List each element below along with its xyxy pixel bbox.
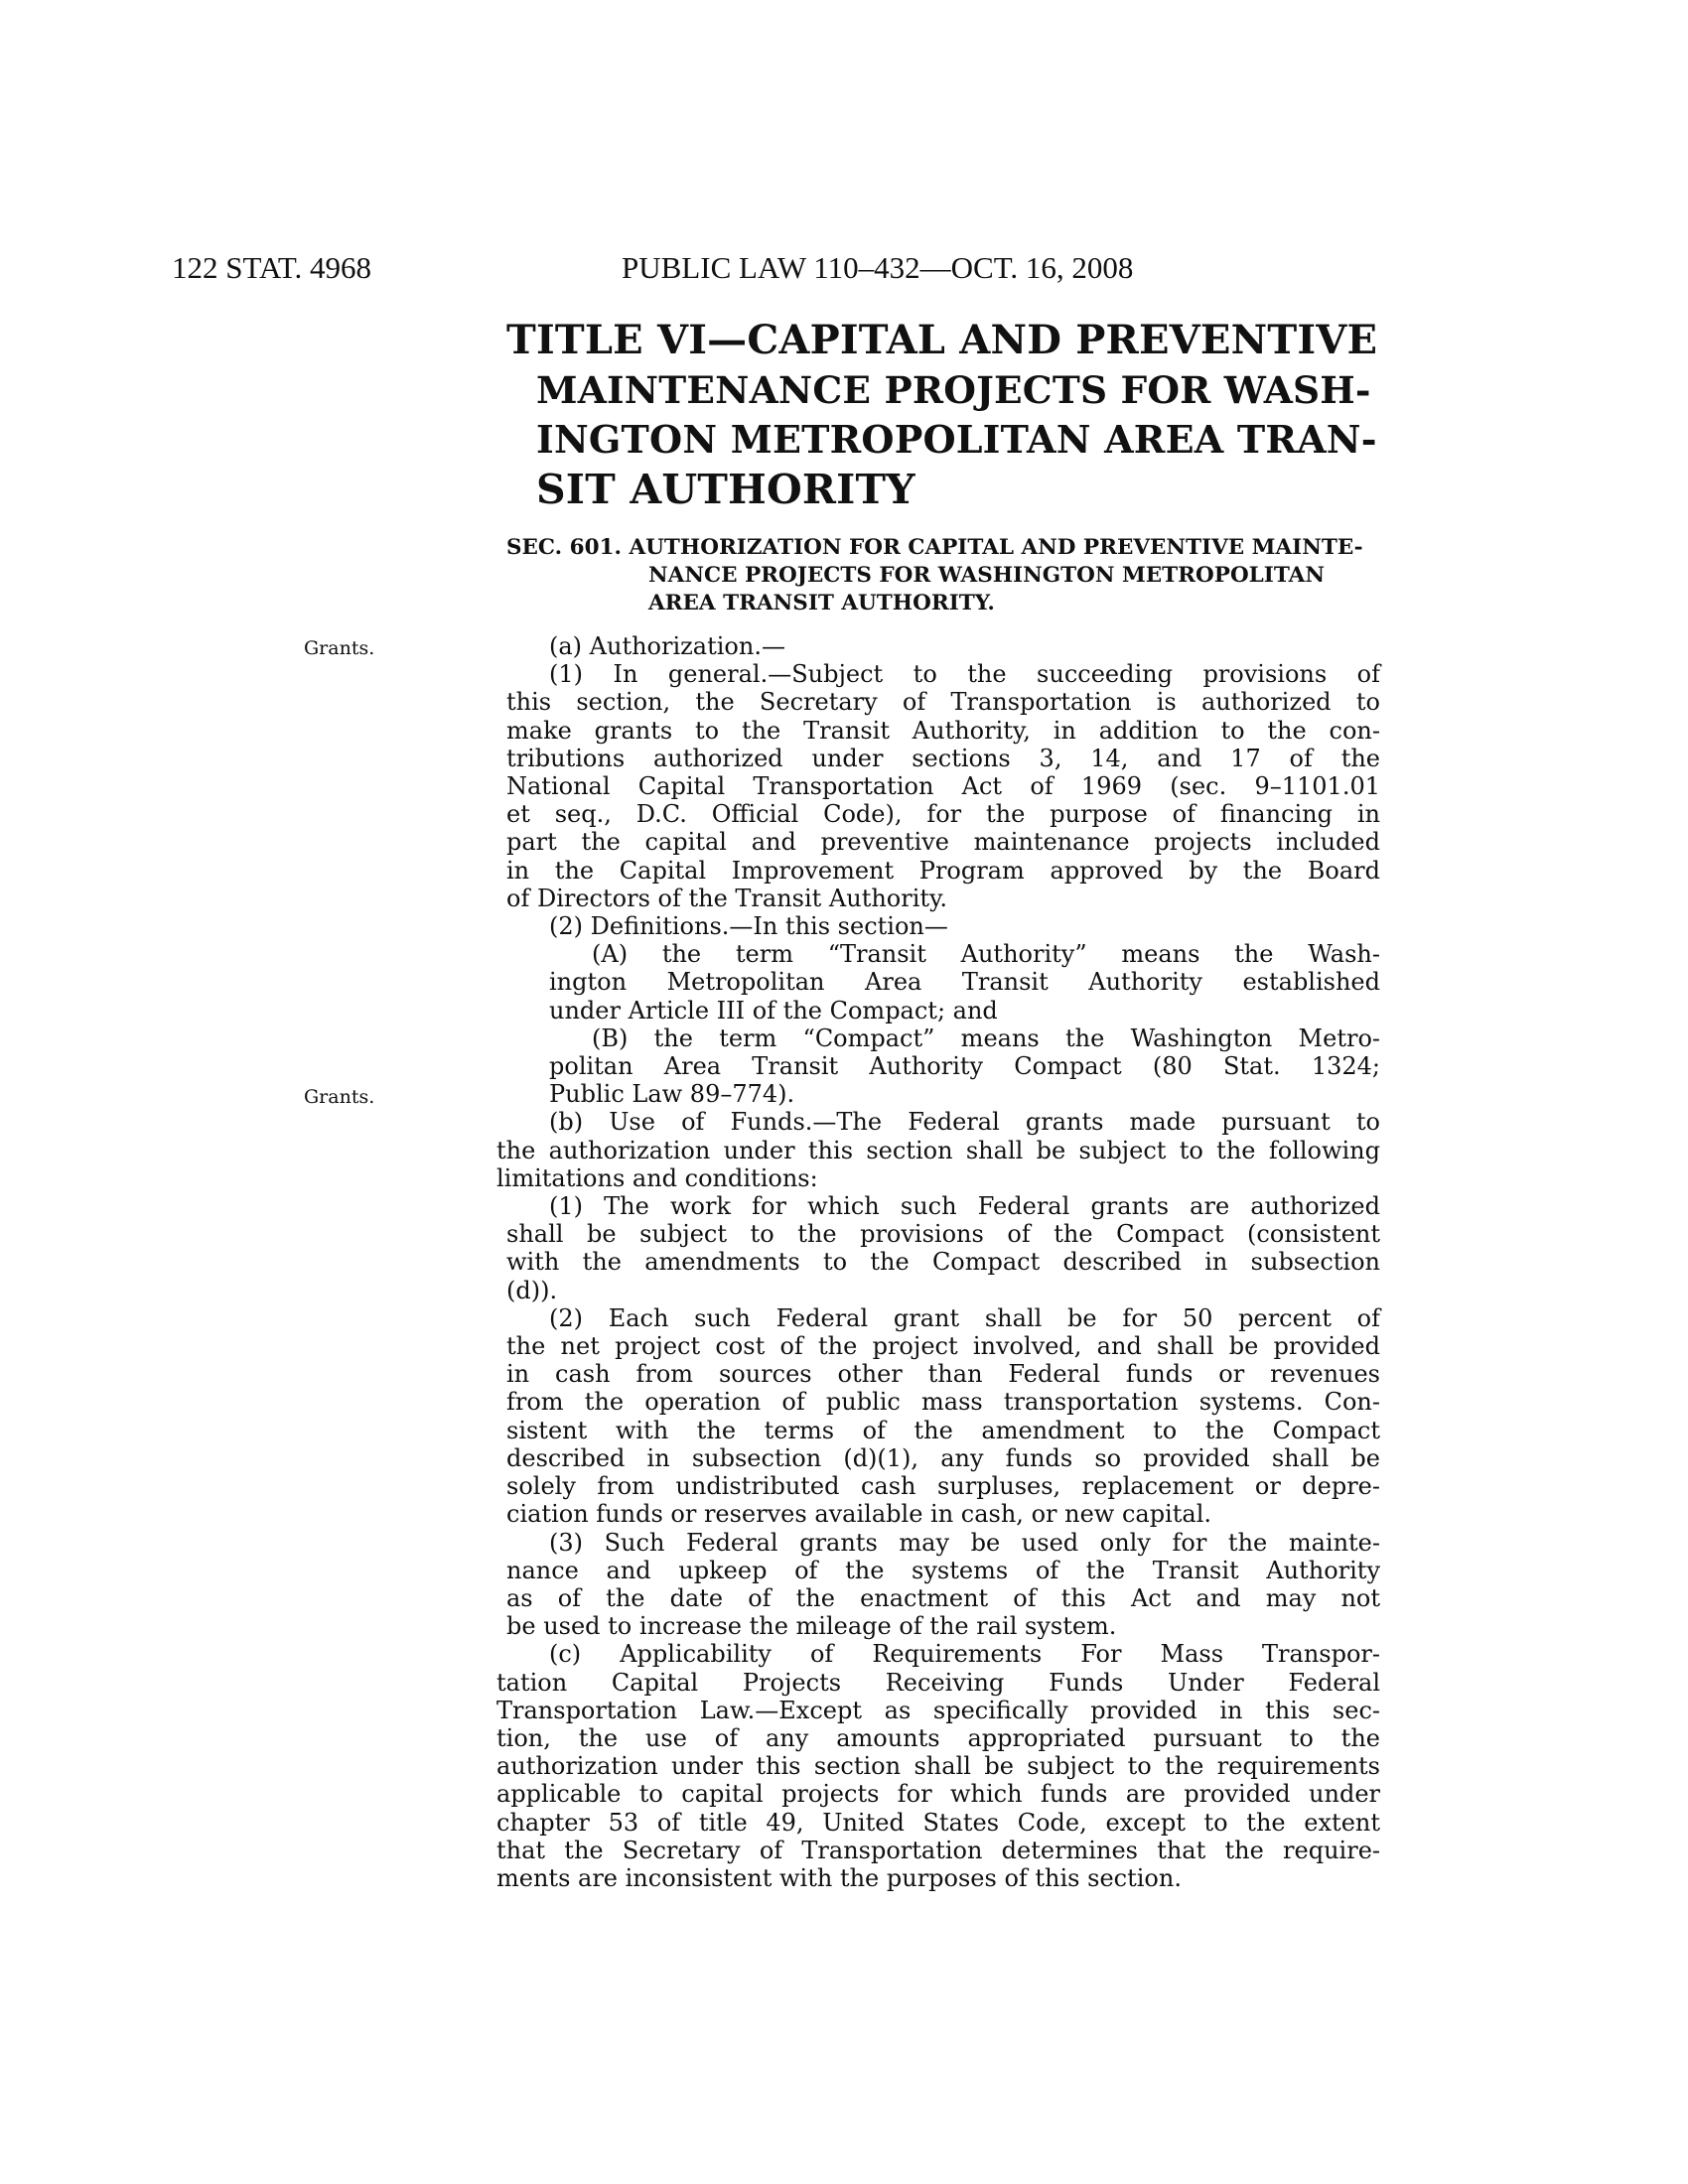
text-line: shall be subject to the provisions of the Compact (consistent (506, 1220, 1380, 1249)
section-heading-line: SEC. 601. AUTHORIZATION FOR CAPITAL AND PREVENTIVE MAINTE- (506, 535, 1363, 560)
text-line: that the Secretary of Transportation determines that the require- (496, 1836, 1380, 1864)
text-line: ments are inconsistent with the purposes of this section. (496, 1863, 1182, 1892)
title-line: INGTON METROPOLITAN AREA TRAN- (536, 417, 1377, 462)
title-line: TITLE VI—CAPITAL AND PREVENTIVE (506, 317, 1378, 363)
text-line: nance and upkeep of the systems of the Transit Authority (506, 1556, 1380, 1584)
text-line: tation Capital Projects Receiving Funds Under Federal (496, 1668, 1380, 1697)
text-line: ciation funds or reserves available in cash, or new capital. (506, 1500, 1211, 1529)
text-line: (d)). (506, 1276, 558, 1304)
text-line: with the amendments to the Compact described in subsection (506, 1248, 1380, 1277)
text-line: Public Law 89–774). (549, 1080, 795, 1109)
title-line: MAINTENANCE PROJECTS FOR WASH- (536, 368, 1371, 412)
text-line: chapter 53 of title 49, United States Code, except to the extent (496, 1808, 1380, 1837)
paragraph-a1 (506, 660, 1380, 912)
section-heading-line: NANCE PROJECTS FOR WASHINGTON METROPOLITAN (648, 563, 1325, 588)
section-heading (506, 534, 1380, 617)
statute-page-number: 122 STAT. 4968 (172, 250, 372, 285)
text-line: et seq., D.C. Official Code), for the purpose of financing in (506, 800, 1380, 829)
text-line: tion, the use of any amounts appropriated pursuant to the (496, 1723, 1380, 1752)
text-line: sistent with the terms of the amendment to the Compact (506, 1416, 1380, 1444)
text-line: (1) The work for which such Federal grants are authorized (549, 1192, 1380, 1221)
text-line: Transportation Law.—Except as specifically provided in this sec- (496, 1696, 1380, 1724)
text-line: solely from undistributed cash surpluses, replacement or depre- (506, 1472, 1380, 1501)
text-line: of Directors of the Transit Authority. (506, 884, 948, 912)
text-line: the authorization under this section shall be subject to the following (496, 1136, 1380, 1164)
title-heading (506, 316, 1380, 514)
paragraph-a2: (2) Definitions.—In this section— (549, 912, 948, 941)
text-line: (B) the term “Compact” means the Washington Metro- (592, 1024, 1380, 1052)
text-line: (b) Use of Funds.—The Federal grants made pursuant to (549, 1108, 1380, 1137)
text-line: (3) Such Federal grants may be used only for the mainte- (549, 1528, 1380, 1557)
text-line: the net project cost of the project involved, and shall be provided (506, 1332, 1380, 1361)
text-line: authorization under this section shall be subject to the requirements (496, 1752, 1380, 1781)
subsection-a-heading-text: (a) Authorization.— (549, 632, 785, 660)
margin-note: Grants. (304, 1086, 375, 1108)
section-heading-line: AREA TRANSIT AUTHORITY. (648, 591, 995, 615)
section-body (496, 632, 1380, 1892)
text-line: in the Capital Improvement Program approved by the Board (506, 856, 1380, 885)
text-line: (1) In general.—Subject to the succeeding provisions of (549, 660, 1380, 689)
text-line: as of the date of the enactment of this Act and may not (506, 1583, 1380, 1612)
subparagraph-aB (506, 1024, 1380, 1109)
text-line: tributions authorized under sections 3, 14, and 17 of the (506, 744, 1380, 772)
public-law-citation: PUBLIC LAW 110–432—OCT. 16, 2008 (622, 250, 1134, 285)
text-line: limitations and conditions: (496, 1163, 818, 1192)
paragraph-b3 (506, 1529, 1380, 1641)
subparagraph-aA (506, 940, 1380, 1024)
text-line: make grants to the Transit Authority, in addition to the con- (506, 716, 1380, 745)
subsection-b (496, 1108, 1380, 1192)
title-line: SIT AUTHORITY (536, 466, 915, 513)
text-line: described in subsection (d)(1), any funds so provided shall be (506, 1443, 1380, 1472)
text-line: ington Metropolitan Area Transit Authority established (549, 968, 1380, 997)
text-line: applicable to capital projects for which funds are provided under (496, 1780, 1380, 1809)
margin-note: Grants. (304, 637, 375, 659)
text-line: from the operation of public mass transportation systems. Con- (506, 1388, 1380, 1417)
text-line: (A) the term “Transit Authority” means the Wash- (592, 940, 1380, 969)
subsection-c (496, 1640, 1380, 1892)
text-line: be used to increase the mileage of the rail system. (506, 1612, 1117, 1641)
text-line: in cash from sources other than Federal funds or revenues (506, 1360, 1380, 1389)
text-line: (c) Applicability of Requirements For Mass Transpor- (549, 1640, 1380, 1669)
text-line: under Article III of the Compact; and (549, 996, 998, 1024)
text-line: (2) Each such Federal grant shall be for 50 percent of (549, 1303, 1380, 1332)
paragraph-b2 (506, 1304, 1380, 1529)
subsection-a-heading (506, 632, 1380, 660)
text-line: this section, the Secretary of Transportation is authorized to (506, 688, 1380, 717)
text-line: National Capital Transportation Act of 1969 (sec. 9–1101.01 (506, 772, 1380, 801)
text-line: politan Area Transit Authority Compact (80 Stat. 1324; (549, 1052, 1380, 1081)
text-line: part the capital and preventive maintenance projects included (506, 828, 1380, 857)
paragraph-b1 (506, 1192, 1380, 1304)
